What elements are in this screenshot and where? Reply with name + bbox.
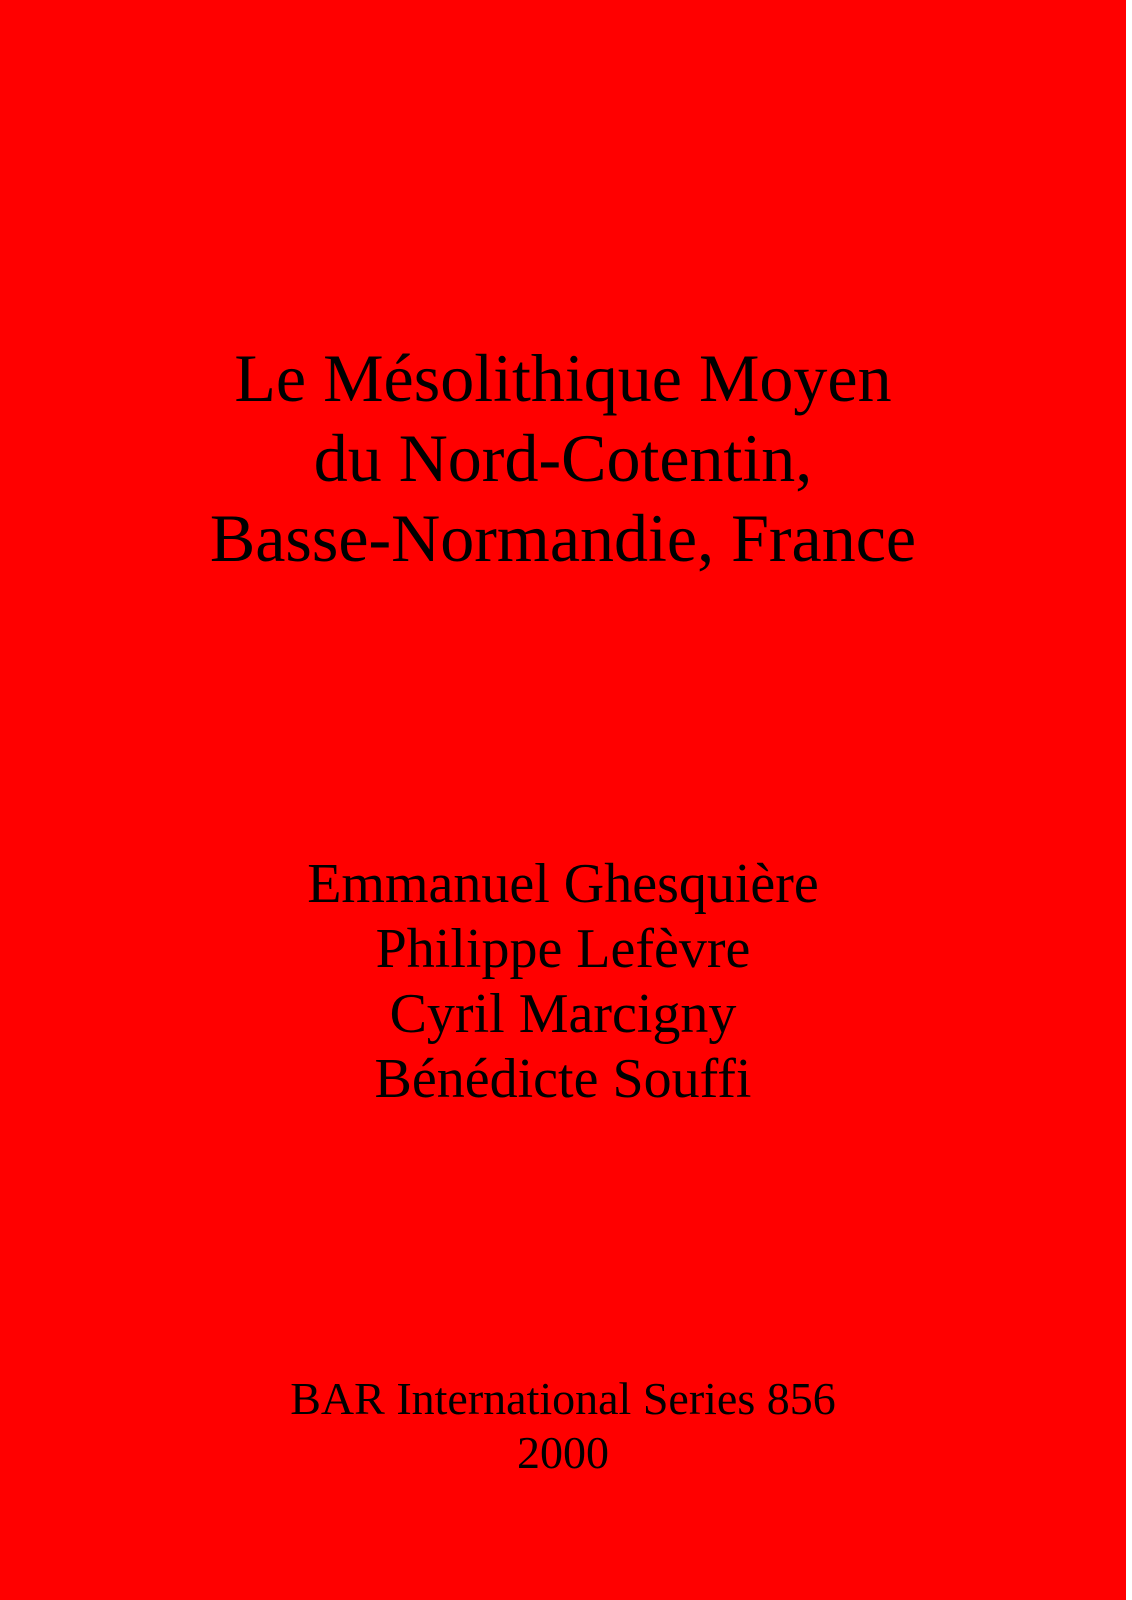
title-line-1: Le Mésolithique Moyen — [234, 340, 892, 416]
series-name: BAR International Series 856 — [290, 1373, 836, 1424]
series-info — [0, 1372, 1126, 1480]
author-name: Philippe Lefèvre — [375, 918, 751, 980]
title-line-3: Basse-Normandie, France — [209, 500, 917, 576]
publication-year: 2000 — [517, 1427, 609, 1478]
author-list — [0, 852, 1126, 1112]
author-name: Cyril Marcigny — [389, 983, 737, 1045]
author-name: Emmanuel Ghesquière — [307, 853, 819, 915]
book-title — [0, 338, 1126, 578]
title-line-2: du Nord-Cotentin, — [313, 420, 813, 496]
author-name: Bénédicte Souffi — [374, 1048, 752, 1110]
